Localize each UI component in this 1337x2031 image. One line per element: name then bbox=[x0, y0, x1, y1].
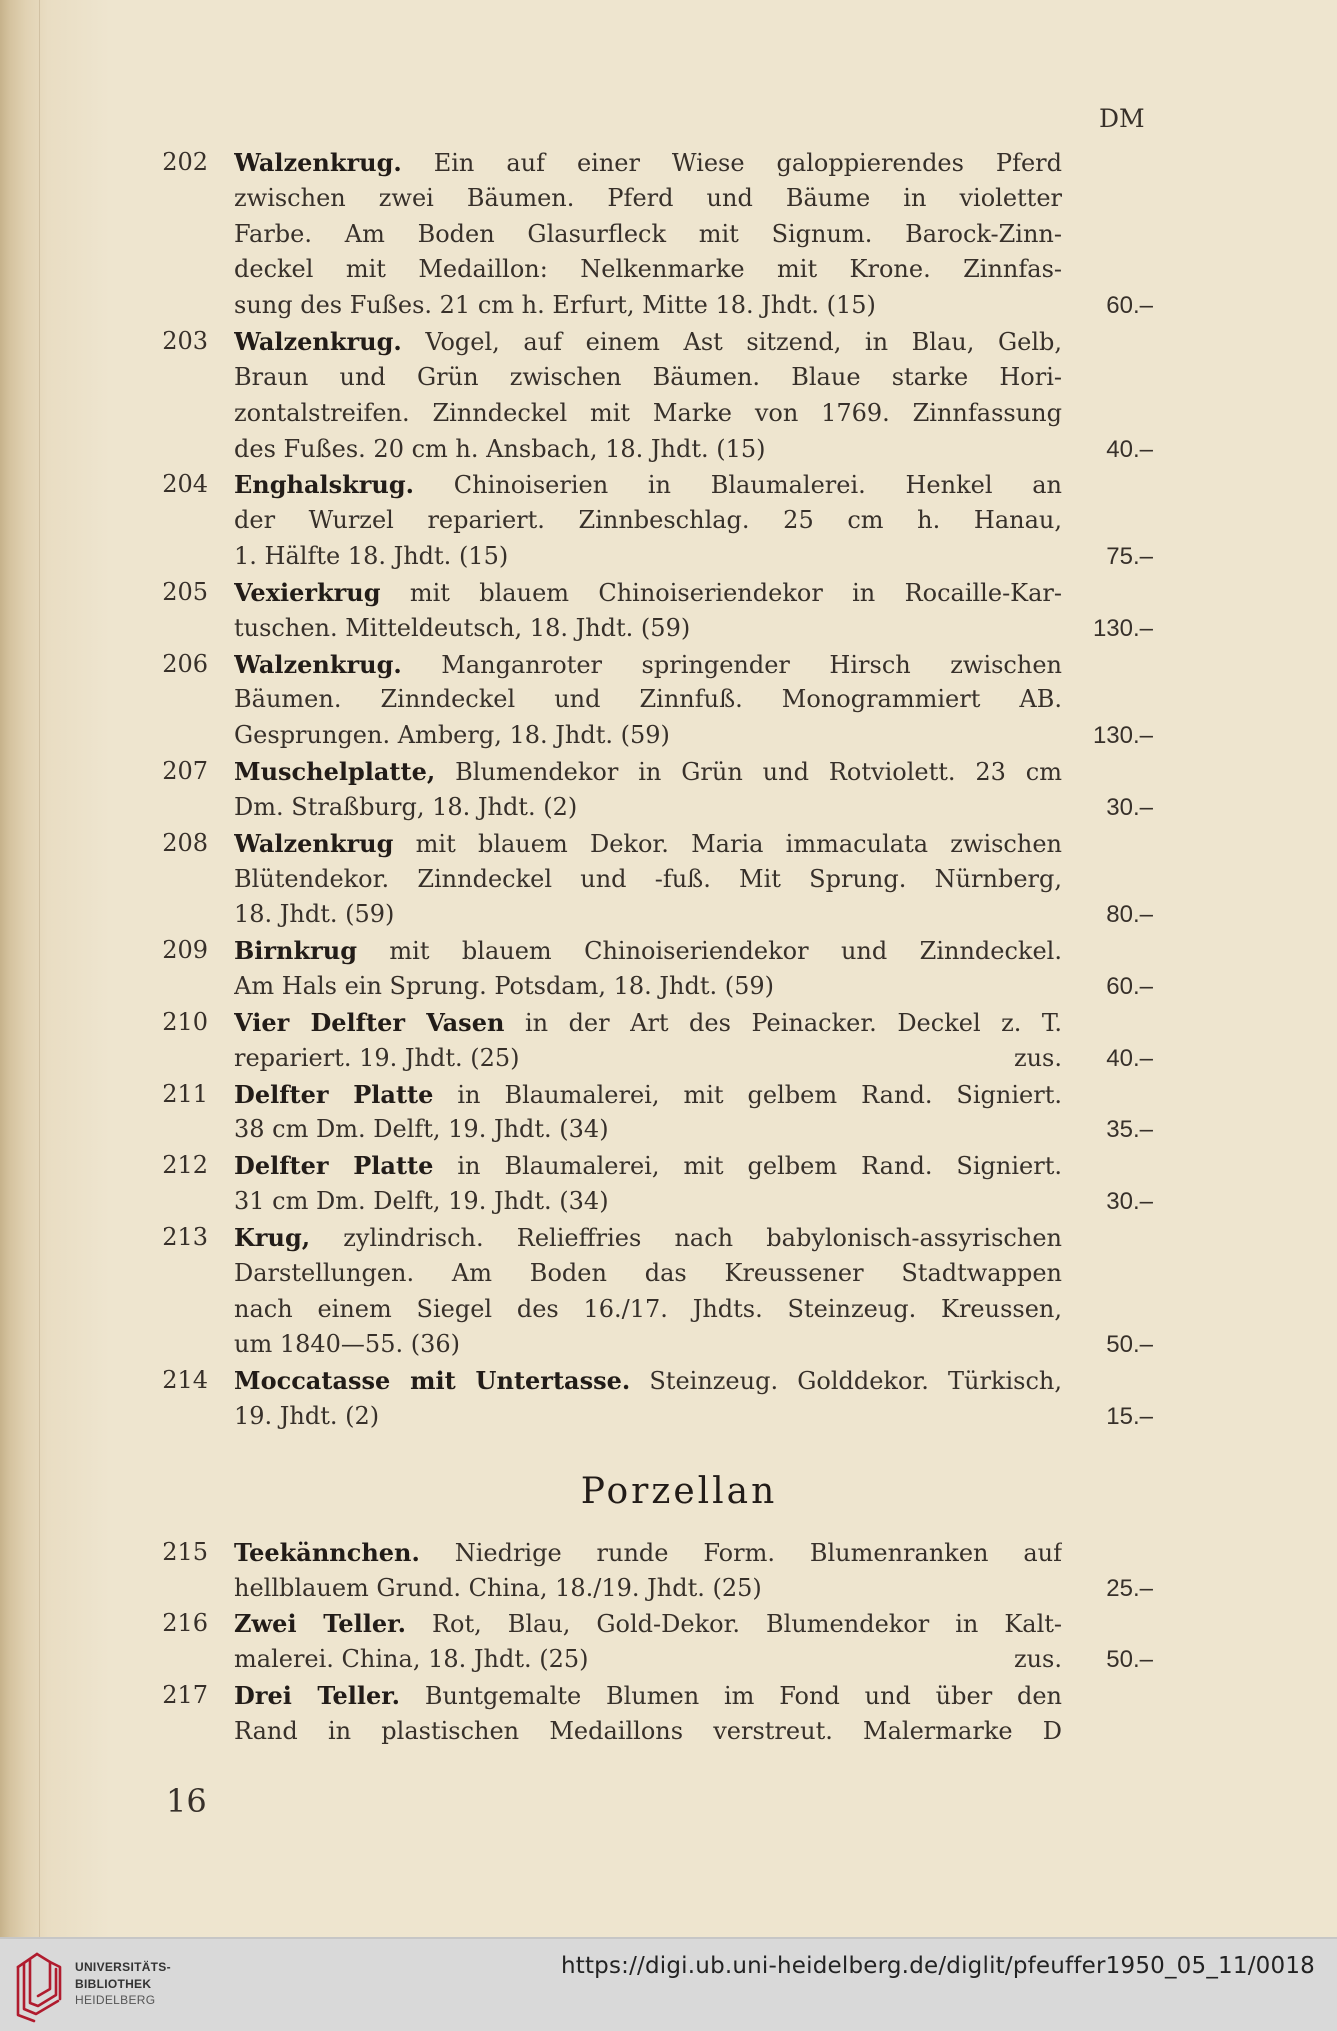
lot-number: 206 bbox=[162, 649, 208, 678]
catalog-entry bbox=[162, 145, 1153, 324]
lot-price: 75.– bbox=[1106, 543, 1153, 571]
description-text: Blumendekor in Grün und Rotviolett. 23 cm bbox=[455, 758, 1062, 787]
lot-price: 60.– bbox=[1106, 973, 1153, 1001]
description-text: Darstellungen. Am Boden das Kreussener Stadtwappen bbox=[234, 1258, 1062, 1287]
lot-number: 211 bbox=[162, 1079, 208, 1108]
description-line bbox=[234, 1077, 1062, 1113]
description-line bbox=[234, 1292, 1062, 1328]
lot-price: 35.– bbox=[1106, 1116, 1153, 1144]
section-heading: Porzellan bbox=[580, 1470, 778, 1512]
description-line bbox=[234, 252, 1062, 288]
library-name-line: BIBLIOTHEK bbox=[75, 1976, 152, 1991]
description-line bbox=[234, 288, 1062, 324]
lot-number: 212 bbox=[162, 1151, 208, 1180]
description-line bbox=[234, 754, 1062, 790]
description-line bbox=[234, 1256, 1062, 1292]
catalog-entry bbox=[162, 1148, 1153, 1220]
catalog-entry bbox=[162, 826, 1153, 933]
description-line bbox=[234, 324, 1062, 360]
description-line bbox=[234, 862, 1062, 898]
catalog-listing bbox=[0, 145, 1337, 1750]
description-line bbox=[234, 647, 1062, 683]
description-text: Rot, Blau, Gold-Dekor. Blumendekor in Kalt- bbox=[431, 1610, 1062, 1639]
lot-number: 213 bbox=[162, 1222, 208, 1251]
lot-price: 30.– bbox=[1106, 793, 1153, 821]
lot-number: 210 bbox=[162, 1007, 208, 1036]
lot-number: 215 bbox=[162, 1537, 208, 1566]
ub-heidelberg-logo-icon bbox=[10, 1947, 68, 2023]
description-text: deckel mit Medaillon: Nelkenmarke mit Krone. Zinnfas- bbox=[234, 255, 1062, 284]
lot-title: Krug, bbox=[234, 1222, 311, 1252]
library-name-line: UNIVERSITÄTS- bbox=[75, 1960, 171, 1974]
description-text: 31 cm Dm. Delft, 19. Jhdt. (34) bbox=[234, 1187, 609, 1216]
lot-title: Zwei Teller. bbox=[234, 1609, 406, 1639]
lot-number: 204 bbox=[162, 470, 208, 499]
catalog-entry bbox=[162, 467, 1153, 574]
lot-number: 207 bbox=[162, 757, 208, 786]
lot-title: Vexierkrug bbox=[234, 577, 381, 607]
description-text: 1. Hälfte 18. Jhdt. (15) bbox=[234, 542, 509, 571]
description-text: tuschen. Mitteldeutsch, 18. Jhdt. (59) bbox=[234, 613, 691, 642]
description-text: in der Art des Peinacker. Deckel z. T. bbox=[524, 1008, 1062, 1037]
catalog-entry bbox=[162, 1606, 1153, 1678]
description-text: Steinzeug. Golddekor. Türkisch, bbox=[649, 1367, 1062, 1396]
lot-price: 50.– bbox=[1106, 1331, 1153, 1359]
catalog-entry bbox=[162, 1005, 1153, 1077]
lot-title: Teekännchen. bbox=[234, 1537, 420, 1567]
description-line bbox=[234, 145, 1062, 181]
description-text: mit blauem Chinoiseriendekor in Rocaille-Kar- bbox=[409, 578, 1062, 607]
lot-title: Moccatasse mit Untertasse. bbox=[234, 1366, 631, 1396]
description-line bbox=[234, 1678, 1062, 1714]
description-line bbox=[234, 1714, 1062, 1750]
lot-price: 15.– bbox=[1106, 1402, 1153, 1430]
description-line bbox=[234, 1571, 1062, 1607]
description-text: in Blaumalerei, mit gelbem Rand. Signiert. bbox=[457, 1152, 1062, 1181]
description-text: Dm. Straßburg, 18. Jhdt. (2) bbox=[234, 792, 578, 821]
description-text: zwischen zwei Bäumen. Pferd und Bäume in violetter bbox=[234, 183, 1062, 212]
description-line bbox=[234, 1005, 1062, 1041]
description-text: Chinoiserien in Blaumalerei. Henkel an bbox=[453, 471, 1062, 500]
description-text: um 1840—55. (36) bbox=[234, 1330, 460, 1359]
description-text: Blütendekor. Zinndeckel und -fuß. Mit Sprung. Nürnberg, bbox=[234, 864, 1062, 893]
description-line bbox=[234, 611, 1062, 647]
description-text: Braun und Grün zwischen Bäumen. Blaue starke Hori- bbox=[234, 362, 1062, 391]
description-text: Manganroter springender Hirsch zwischen bbox=[441, 650, 1062, 679]
description-line bbox=[234, 575, 1062, 611]
description-text: zylindrisch. Relieffries nach babylonisch-assyrischen bbox=[343, 1223, 1062, 1252]
catalog-entry bbox=[162, 575, 1153, 647]
description-line bbox=[234, 1399, 1062, 1435]
lot-number: 209 bbox=[162, 936, 208, 965]
description-line bbox=[234, 933, 1062, 969]
lot-price: 60.– bbox=[1106, 292, 1153, 320]
description-line bbox=[234, 503, 1062, 539]
description-line bbox=[234, 181, 1062, 217]
description-line bbox=[234, 1041, 1062, 1077]
description-line bbox=[234, 217, 1062, 253]
catalog-section bbox=[0, 1470, 1337, 1750]
description-text: zontalstreifen. Zinndeckel mit Marke von 1769. Zinnfassung bbox=[234, 398, 1062, 427]
description-text: Rand in plastischen Medaillons verstreut. Malermarke D bbox=[234, 1716, 1062, 1745]
lot-title: Walzenkrug. bbox=[234, 327, 402, 357]
description-text: mit blauem Dekor. Maria immaculata zwischen bbox=[415, 829, 1062, 858]
lot-price: 40.– bbox=[1106, 435, 1153, 463]
description-line bbox=[234, 1327, 1062, 1363]
lot-price: 80.– bbox=[1106, 901, 1153, 929]
description-line bbox=[234, 826, 1062, 862]
description-text: Buntgemalte Blumen im Fond und über den bbox=[424, 1682, 1062, 1711]
description-line bbox=[234, 1112, 1062, 1148]
lot-number: 216 bbox=[162, 1609, 208, 1638]
lot-price: 50.– bbox=[1106, 1646, 1153, 1674]
description-text: 38 cm Dm. Delft, 19. Jhdt. (34) bbox=[234, 1115, 609, 1144]
lot-title: Walzenkrug. bbox=[234, 148, 402, 177]
lot-title: Vier Delfter Vasen bbox=[234, 1007, 505, 1037]
lot-number: 202 bbox=[162, 148, 208, 176]
lot-title: Muschelplatte, bbox=[234, 757, 436, 787]
description-line bbox=[234, 1535, 1062, 1571]
lot-number: 208 bbox=[162, 828, 208, 857]
catalog-entry bbox=[162, 1077, 1153, 1149]
catalog-entry bbox=[162, 1363, 1153, 1435]
together-note: zus. bbox=[1013, 1043, 1062, 1072]
description-line bbox=[234, 1642, 1062, 1678]
catalog-entry bbox=[162, 1535, 1153, 1607]
description-line bbox=[234, 897, 1062, 933]
description-text: des Fußes. 20 cm h. Ansbach, 18. Jhdt. (15) bbox=[234, 434, 766, 463]
lot-title: Drei Teller. bbox=[234, 1681, 401, 1711]
currency-column-header: DM bbox=[1099, 104, 1145, 133]
description-text: Bäumen. Zinndeckel und Zinnfuß. Monogrammiert AB. bbox=[234, 685, 1062, 714]
lot-number: 214 bbox=[162, 1366, 208, 1395]
lot-title: Birnkrug bbox=[234, 936, 357, 966]
description-line bbox=[234, 539, 1062, 575]
description-text: mit blauem Chinoiseriendekor und Zinndeckel. bbox=[389, 937, 1062, 966]
lot-number: 203 bbox=[162, 327, 208, 356]
page-number: 16 bbox=[166, 1782, 207, 1820]
description-text: Vogel, auf einem Ast sitzend, in Blau, Gelb, bbox=[425, 328, 1062, 357]
description-text: 19. Jhdt. (2) bbox=[234, 1401, 380, 1430]
lot-price: 130.– bbox=[1092, 722, 1153, 750]
description-text: 18. Jhdt. (59) bbox=[234, 900, 395, 929]
lot-number: 205 bbox=[162, 577, 208, 606]
lot-title: Delfter Platte bbox=[234, 1079, 434, 1109]
description-line bbox=[234, 396, 1062, 432]
together-note: zus. bbox=[1013, 1645, 1062, 1674]
lot-title: Walzenkrug bbox=[234, 828, 394, 858]
description-text: Ein auf einer Wiese galoppierendes Pferd bbox=[433, 149, 1062, 177]
description-line bbox=[234, 1220, 1062, 1256]
description-line bbox=[234, 790, 1062, 826]
description-line bbox=[234, 1606, 1062, 1642]
description-line bbox=[234, 682, 1062, 718]
description-line bbox=[234, 432, 1062, 468]
description-text: repariert. 19. Jhdt. (25) bbox=[234, 1043, 520, 1072]
description-line bbox=[234, 969, 1062, 1005]
description-text: hellblauem Grund. China, 18./19. Jhdt. (25) bbox=[234, 1573, 762, 1602]
description-text: Am Hals ein Sprung. Potsdam, 18. Jhdt. (59) bbox=[234, 972, 775, 1001]
lot-price: 130.– bbox=[1092, 614, 1153, 642]
description-text: der Wurzel repariert. Zinnbeschlag. 25 cm h. Hanau, bbox=[234, 506, 1062, 535]
description-text: in Blaumalerei, mit gelbem Rand. Signiert. bbox=[457, 1080, 1062, 1109]
description-text: malerei. China, 18. Jhdt. (25) bbox=[234, 1645, 589, 1674]
library-name-line: HEIDELBERG bbox=[75, 1993, 156, 2007]
catalog-entry bbox=[162, 754, 1153, 826]
permalink-url[interactable]: https://digi.ub.uni-heidelberg.de/diglit/pfeuffer1950_05_11/0018 bbox=[560, 1953, 1315, 1979]
lot-title: Enghalskrug. bbox=[234, 470, 415, 500]
catalog-entry bbox=[162, 933, 1153, 1005]
description-text: Gesprungen. Amberg, 18. Jhdt. (59) bbox=[234, 721, 670, 750]
description-line bbox=[234, 1363, 1062, 1399]
lot-title: Delfter Platte bbox=[234, 1151, 434, 1181]
description-line bbox=[234, 467, 1062, 503]
library-name bbox=[75, 1959, 171, 2009]
lot-title: Walzenkrug. bbox=[234, 649, 402, 679]
viewer-footer-bar bbox=[0, 1937, 1337, 2031]
description-text: Niedrige runde Form. Blumenranken auf bbox=[454, 1538, 1062, 1567]
lot-price: 30.– bbox=[1106, 1188, 1153, 1216]
description-line bbox=[234, 1184, 1062, 1220]
catalog-entry bbox=[162, 1220, 1153, 1363]
description-line bbox=[234, 718, 1062, 754]
catalog-entry bbox=[162, 1678, 1062, 1750]
catalog-entry bbox=[162, 324, 1153, 467]
description-text: sung des Fußes. 21 cm h. Erfurt, Mitte 18. Jhdt. (15) bbox=[234, 291, 876, 320]
catalog-section bbox=[0, 145, 1337, 1435]
description-line bbox=[234, 1148, 1062, 1184]
lot-price: 25.– bbox=[1106, 1574, 1153, 1602]
description-line bbox=[234, 360, 1062, 396]
description-text: Farbe. Am Boden Glasurfleck mit Signum. Barock-Zinn- bbox=[234, 219, 1062, 248]
lot-price: 40.– bbox=[1106, 1044, 1153, 1072]
lot-number: 217 bbox=[162, 1681, 208, 1710]
description-text: nach einem Siegel des 16./17. Jhdts. Steinzeug. Kreussen, bbox=[234, 1294, 1062, 1323]
catalog-entry bbox=[162, 647, 1153, 754]
